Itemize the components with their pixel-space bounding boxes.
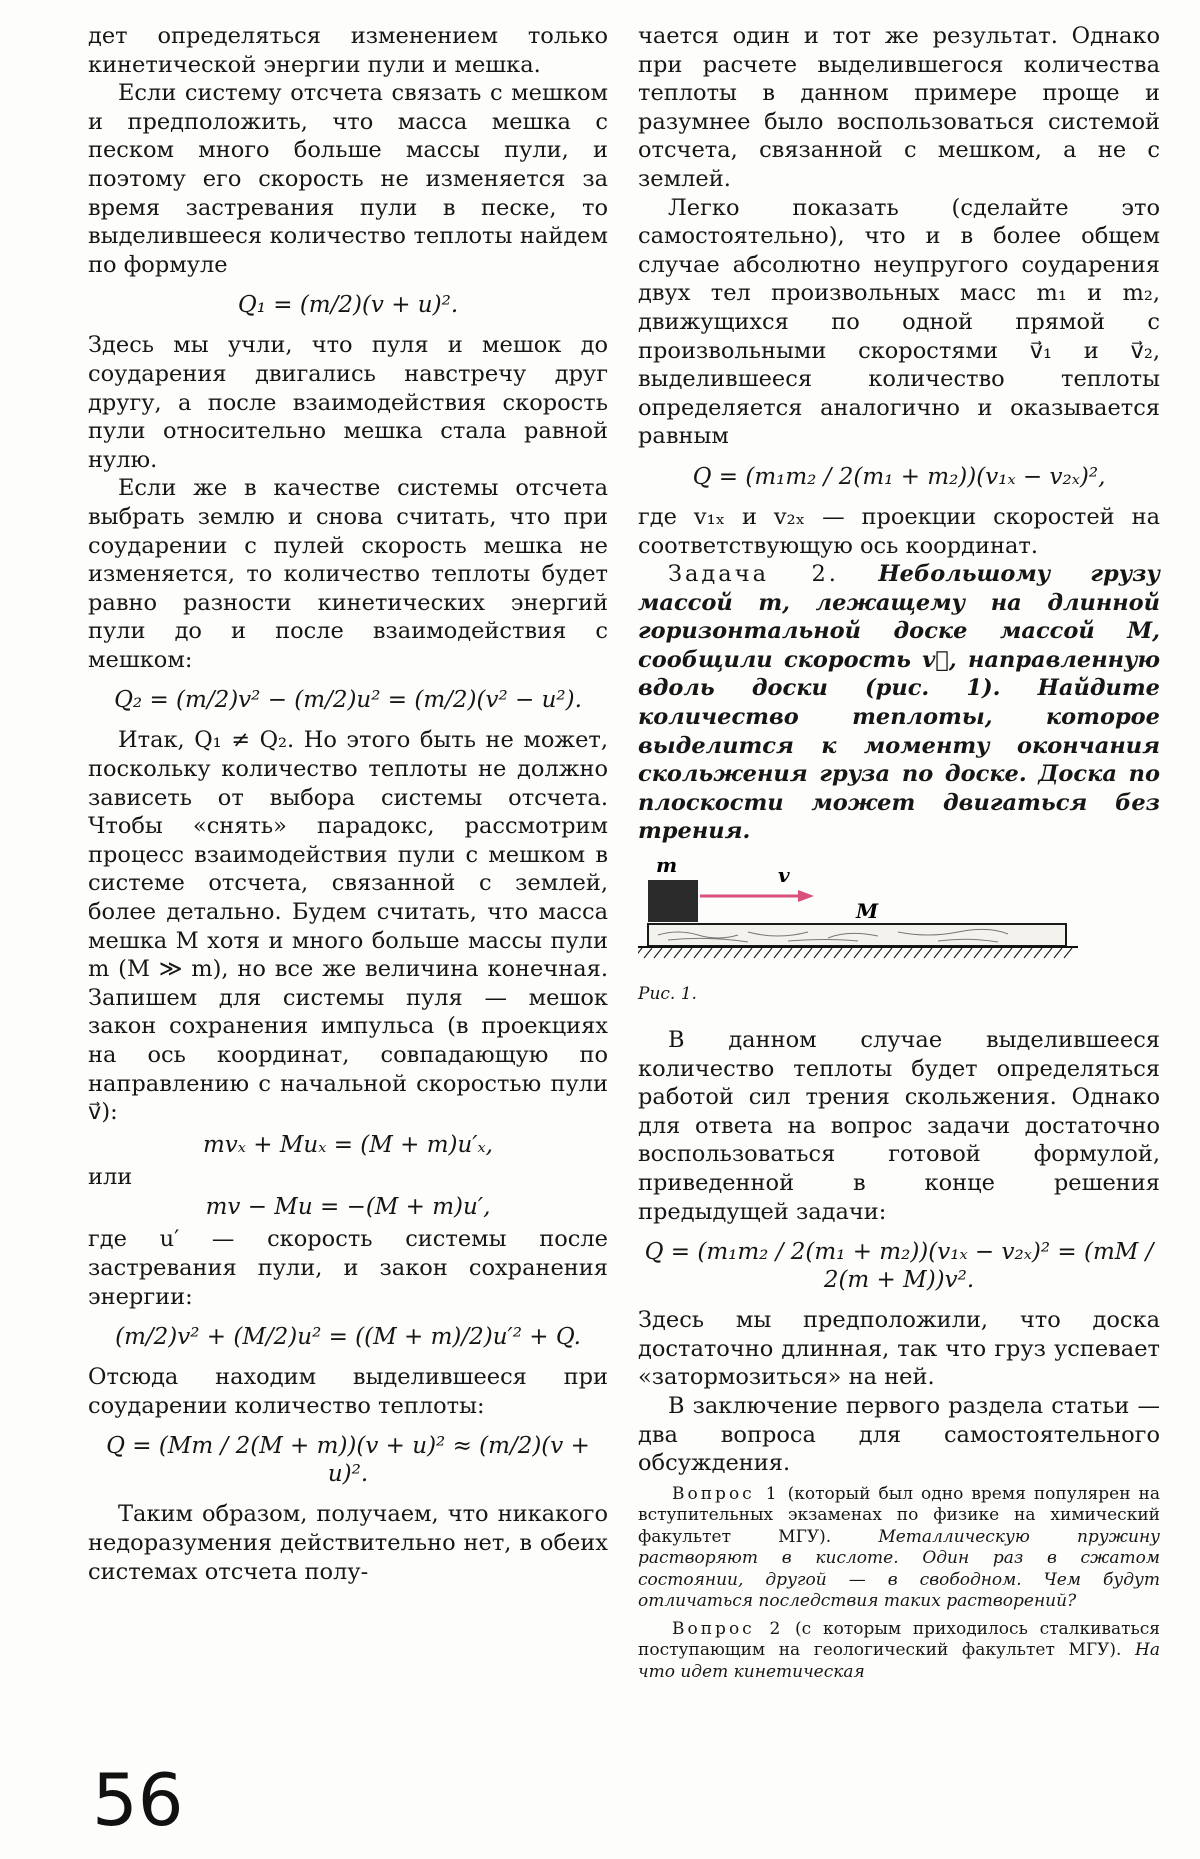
paragraph: В заключение первого раздела статьи — два вопроса для самостоятельного обсуждения. [638,1392,1160,1477]
figure-label-M: M [856,899,879,924]
task-text: Небольшому грузу массой m, лежащему на длинной горизонтальной доске массой M, сообщили скорость v⃗, направленную вдоль доски (рис. 1). Найдите количество теплоты, которое выделится к моменту окончания скольжения груза по доске. Доска по плоскости может двигаться без трения. [638,561,1160,845]
formula-general: Q = (m₁m₂ / 2(m₁ + m₂))(v₁ₓ − v₂ₓ)², [692,463,1106,490]
formula-answer: Q = (m₁m₂ / 2(m₁ + m₂))(v₁ₓ − v₂ₓ)² = (mM / 2(m + M))v². [644,1239,1154,1294]
formula-heat: Q = (Mm / 2(M + m))(v + u)² ≈ (m/2)(v + u)². [106,1433,590,1488]
right-column [638,22,1160,1683]
paragraph: Здесь мы предположили, что доска достаточно длинная, так что груз успевает «затормозиться» на ней. [638,1307,1160,1391]
paragraph: где v₁ₓ и v₂ₓ — проекции скоростей на соответствующую ось координат. [638,503,1160,559]
figure-label-v: v [778,863,790,888]
question-1-italic: Металлическую пружину растворяют в кислоте. Один раз в сжатом состоянии, другой — в свободном. Чем будут отличаться последствия таких растворений? [638,1526,1160,1612]
question-1 [638,1484,1160,1613]
paragraph: Таким образом, получаем, что никакого недоразумения действительно нет, в обеих системах отсчета полу- [88,1501,608,1585]
paragraph: где u′ — скорость системы после застревания пули, и закон сохранения энергии: [88,1226,608,1310]
paragraph: или [88,1163,133,1190]
formula-momentum: mvₓ + Muₓ = (M + m)u′ₓ, [203,1131,493,1158]
small-weight [648,880,698,922]
paragraph: В данном случае выделившееся количество теплоты будет определяться работой сил трения скольжения. Однако для ответа на вопрос задачи достаточно воспользоваться готовой формулой, приведенной в конце решения предыдущей задачи: [638,1027,1160,1225]
ground-hatching [638,948,1072,958]
paragraph: Если же в качестве системы отсчета выбрать землю и снова считать, что при соударении с пулей скорость мешка не изменяется, то количество теплоты будет равно разности кинетических энергий пули до и после взаимодействия с мешком: [88,475,608,673]
paragraph: Отсюда находим выделившееся при соударении количество теплоты: [88,1364,608,1419]
formula-momentum-projection: mv − Mu = −(M + m)u′, [205,1194,491,1221]
formula-q2: Q₂ = (m/2)v² − (m/2)u² = (m/2)(v² − u²). [114,687,582,714]
paragraph: Если систему отсчета связать с мешком и предположить, что масса мешка с песком много больше массы пули, и поэтому его скорость не изменяется за время застревания пули в песке, то выделившееся количество теплоты найдем по формуле [88,80,608,278]
formula-q1: Q₁ = (m/2)(v + u)². [237,292,459,319]
figure-label-m: m [656,853,678,878]
question-2-label: Вопрос 2 [672,1618,784,1639]
question-2-text: (с которым приходилось сталкиваться поступающим на геологический факультет МГУ). [638,1618,1161,1661]
paragraph: чается один и тот же результат. Однако при расчете выделившегося количества теплоты в данном примере проще и разумнее было воспользоваться системой отсчета, связанной с мешком, а не с землей. [638,23,1160,192]
paragraph: Здесь мы учли, что пуля и мешок до соударения двигались навстречу друг другу, а после взаимодействия скорость пули относительно мешка стала равной нулю. [88,332,608,473]
figure-caption: Рис. 1. [638,984,697,1005]
task-2 [638,560,1160,846]
question-2 [638,1619,1160,1684]
paragraph: Легко показать (сделайте это самостоятельно), что и в более общем случае абсолютно неупругого соударения двух тел произвольных масс m₁ и m₂, движущихся по одной прямой с произвольными скоростями v⃗₁ и v⃗₂, выделившееся количество теплоты определяется аналогично и оказывается равным [638,194,1160,450]
figure-1 [638,852,1160,972]
task-label: Задача 2. [668,561,839,588]
question-1-label: Вопрос 1 [672,1483,780,1504]
formula-energy: (m/2)v² + (M/2)u² = ((M + m)/2)u′² + Q. [115,1324,581,1351]
paragraph: Итак, Q₁ ≠ Q₂. Но этого быть не может, поскольку количество теплоты не должно зависеть от выбора системы отсчета. Чтобы «снять» парадокс, рассмотрим процесс взаимодействия пули с мешком в системе отсчета, связанной с землей, более детально. Будем считать, что масса мешка M хотя и много больше массы пули m (M ≫ m), но все же величина конечная. Запишем для системы пуля — мешок закон сохранения импульса (в проекциях на ось координат, совпадающую по направлению с начальной скоростью пули v⃗): [88,727,608,1126]
left-column [88,22,608,1586]
question-1-text: (который был одно время популярен на вступительных экзаменах по физике на химический факультет МГУ). [638,1483,1161,1547]
paragraph: дет определяться изменением только кинетической энергии пули и мешка. [88,23,608,78]
long-board [648,924,1066,946]
velocity-arrowhead [798,890,814,902]
question-2-italic: На что идет кинетическая [638,1640,1160,1682]
page-number: 56 [92,1758,184,1842]
